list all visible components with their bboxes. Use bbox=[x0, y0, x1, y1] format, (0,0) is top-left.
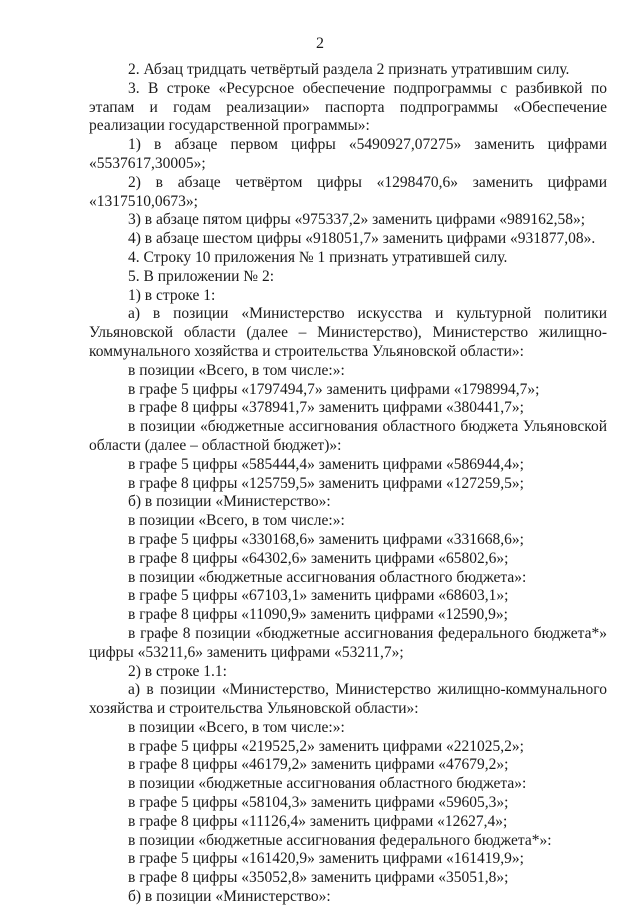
paragraph: 2) в абзаце четвёртом цифры «1298470,6» заменить цифрами «1317510,0673»; bbox=[89, 173, 607, 210]
paragraph: в графе 5 цифры «330168,6» заменить цифрами «331668,6»; bbox=[128, 530, 524, 548]
page-number: 2 bbox=[316, 35, 324, 52]
paragraph: б) в позиции «Министерство»: bbox=[128, 493, 331, 511]
paragraph: а) в позиции «Министерство, Министерство жилищно-коммунального хозяйства и строительства Ульяновской области»: bbox=[89, 681, 607, 718]
document-body bbox=[89, 61, 607, 907]
paragraph: 5. В приложении № 2: bbox=[128, 267, 275, 285]
paragraph: 3. В строке «Ресурсное обеспечение подпрограммы с разбивкой по этапам и годам реализации» паспорта подпрограммы «Обеспечение реализации государственной программы»: bbox=[89, 79, 607, 135]
paragraph: в графе 5 цифры «585444,4» заменить цифрами «586944,4»; bbox=[128, 455, 524, 473]
paragraph: в графе 8 цифры «378941,7» заменить цифрами «380441,7»; bbox=[128, 399, 524, 417]
paragraph: в позиции «бюджетные ассигнования областного бюджета»: bbox=[128, 568, 527, 586]
paragraph: б) в позиции «Министерство»: bbox=[128, 888, 331, 906]
paragraph: в графе 5 цифры «219525,2» заменить цифрами «221025,2»; bbox=[128, 737, 524, 755]
paragraph: в графе 5 цифры «161420,9» заменить цифрами «161419,9»; bbox=[128, 850, 524, 868]
paragraph: а) в позиции «Министерство искусства и культурной политики Ульяновской области (далее – Министерство), Министерство жилищно-коммунального хозяйства и строительства Ульяновской области»: bbox=[89, 305, 607, 360]
paragraph: в графе 8 позиции «бюджетные ассигнования федерального бюджета*» цифры «53211,6» заменить цифрами «53211,7»; bbox=[89, 624, 607, 661]
paragraph: в графе 8 цифры «11126,4» заменить цифрами «12627,4»; bbox=[128, 812, 508, 830]
paragraph: в позиции «Всего, в том числе:»: bbox=[128, 361, 345, 379]
paragraph: 1) в абзаце первом цифры «5490927,07275» заменить цифрами «5537617,30005»; bbox=[89, 136, 607, 172]
paragraph: в графе 5 цифры «1797494,7» заменить цифрами «1798994,7»; bbox=[128, 380, 540, 398]
paragraph: в позиции «Всего, в том числе:»: bbox=[128, 512, 345, 530]
paragraph: 1) в строке 1: bbox=[128, 286, 216, 304]
paragraph: в графе 8 цифры «46179,2» заменить цифрами «47679,2»; bbox=[128, 756, 509, 774]
paragraph: 3) в абзаце пятом цифры «975337,2» заменить цифрами «989162,58»; bbox=[128, 211, 586, 229]
paragraph: в позиции «бюджетные ассигнования областного бюджета»: bbox=[128, 775, 527, 793]
paragraph: 2) в строке 1.1: bbox=[128, 662, 227, 680]
paragraph: в графе 8 цифры «64302,6» заменить цифрами «65802,6»; bbox=[128, 549, 509, 567]
paragraph: в графе 8 цифры «125759,5» заменить цифрами «127259,5»; bbox=[128, 474, 524, 492]
paragraph: в графе 5 цифры «67103,1» заменить цифрами «68603,1»; bbox=[128, 587, 509, 605]
paragraph: в позиции «бюджетные ассигнования федерального бюджета*»: bbox=[128, 831, 552, 849]
paragraph: в графе 8 цифры «11090,9» заменить цифрами «12590,9»; bbox=[128, 606, 508, 624]
paragraph: в графе 8 цифры «35052,8» заменить цифрами «35051,8»; bbox=[128, 869, 509, 887]
paragraph: 4. Строку 10 приложения № 1 признать утратившей силу. bbox=[128, 248, 508, 266]
paragraph: в позиции «бюджетные ассигнования областного бюджета Ульяновской области (далее – областной бюджет)»: bbox=[89, 418, 607, 454]
paragraph: 4) в абзаце шестом цифры «918051,7» заменить цифрами «931877,08». bbox=[128, 230, 596, 248]
paragraph: в позиции «Всего, в том числе:»: bbox=[128, 718, 345, 736]
paragraph: 2. Абзац тридцать четвёртый раздела 2 признать утратившим силу. bbox=[128, 61, 570, 78]
paragraph: в графе 5 цифры «58104,3» заменить цифрами «59605,3»; bbox=[128, 794, 509, 812]
